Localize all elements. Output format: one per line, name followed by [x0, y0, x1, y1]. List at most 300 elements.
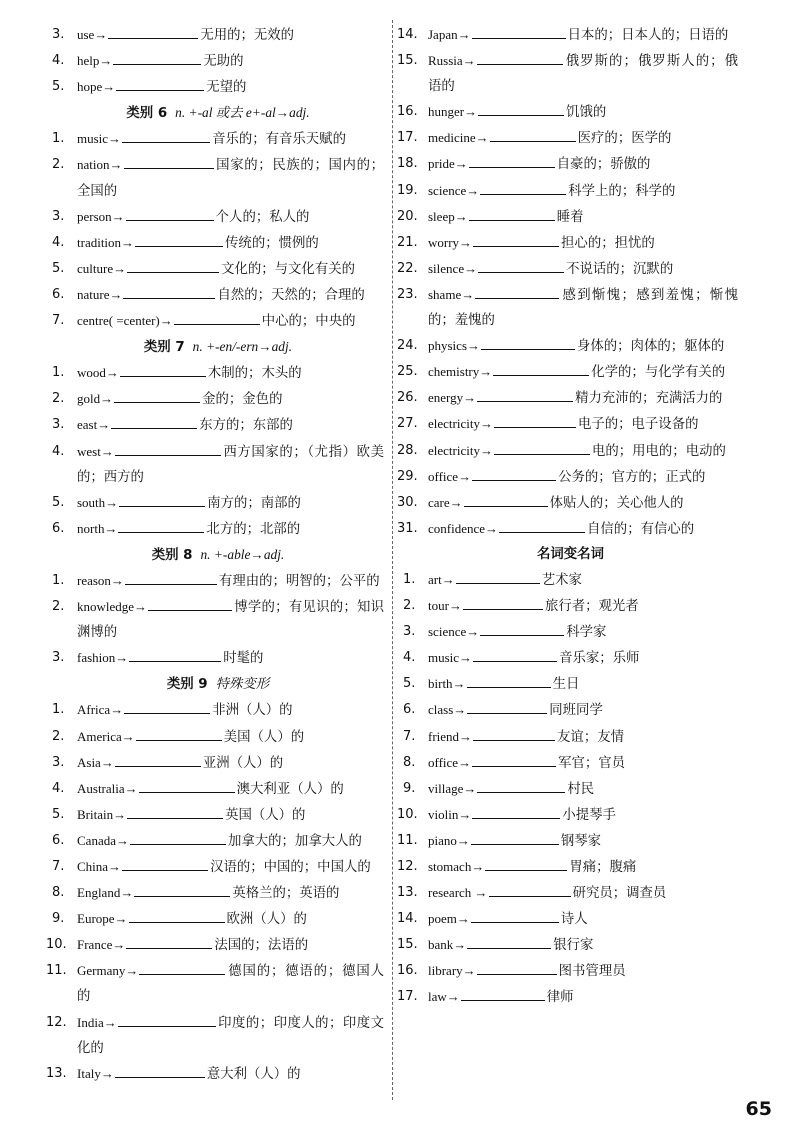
- meaning-text: 加拿大的；加拿大人的: [227, 833, 362, 849]
- entry-number: 19.: [397, 182, 418, 198]
- meaning-text: 胃痛；腹痛: [569, 860, 637, 875]
- base-word: Asia→: [77, 754, 114, 770]
- answer-blank[interactable]: [115, 752, 201, 767]
- meaning-text: 身体的；肉体的；躯体的: [577, 339, 725, 355]
- entry-number: 27.: [397, 416, 418, 432]
- vocab-entry: [397, 385, 738, 411]
- answer-blank[interactable]: [120, 362, 206, 377]
- vocab-entry: [397, 230, 738, 256]
- entry-number: 9.: [52, 911, 65, 927]
- section-rule: n. +-en/-ern→adj.: [192, 339, 293, 355]
- answer-blank[interactable]: [494, 413, 576, 428]
- vocab-entry: [52, 645, 384, 671]
- answer-blank[interactable]: [480, 621, 564, 636]
- base-word: office→: [428, 468, 472, 484]
- entry-number: 14.: [397, 911, 418, 927]
- meaning-text: 博学的；有见识的；知识渊博的: [77, 600, 384, 641]
- answer-blank[interactable]: [139, 960, 225, 975]
- answer-blank[interactable]: [125, 570, 217, 585]
- answer-blank[interactable]: [478, 101, 564, 116]
- entry-number: 4.: [52, 780, 65, 796]
- entry-number: 3.: [52, 208, 65, 224]
- entry-number: 20.: [397, 208, 418, 224]
- meaning-text: 美国（人）的: [223, 729, 305, 745]
- base-word: medicine→: [428, 130, 489, 146]
- base-word: use→: [77, 27, 108, 42]
- base-word: gold→: [77, 391, 114, 407]
- entry-number: 16.: [397, 104, 418, 120]
- answer-blank[interactable]: [123, 284, 215, 299]
- entry-number: 6.: [52, 286, 65, 302]
- answer-blank[interactable]: [471, 830, 559, 845]
- base-word: reason→: [77, 572, 124, 588]
- base-word: pride→: [428, 156, 468, 172]
- answer-blank[interactable]: [478, 258, 564, 273]
- meaning-text: 北方的；北部的: [206, 521, 301, 537]
- base-word: chemistry→: [428, 364, 493, 380]
- entry-number: 2.: [52, 728, 65, 744]
- meaning-text: 文化的；与文化有关的: [221, 261, 355, 277]
- entry-number: 26.: [397, 390, 418, 406]
- answer-blank[interactable]: [467, 699, 547, 714]
- answer-blank[interactable]: [129, 908, 225, 923]
- meaning-text: 东方的；东部的: [199, 418, 293, 434]
- entry-number: 18.: [397, 156, 418, 172]
- answer-blank[interactable]: [477, 387, 573, 402]
- vocab-entry: [52, 828, 384, 854]
- answer-blank[interactable]: [119, 492, 205, 507]
- meaning-text: 中心的；中央的: [261, 314, 356, 330]
- base-word: Japan→: [428, 27, 471, 42]
- vocab-entry: [52, 490, 384, 516]
- vocab-entry: [52, 230, 384, 256]
- vocab-entry: [397, 204, 738, 230]
- entry-number: 13.: [397, 885, 418, 901]
- base-word: wood→: [77, 365, 119, 381]
- meaning-text: 担心的；担忧的: [561, 235, 655, 251]
- answer-blank[interactable]: [461, 986, 545, 1001]
- vocab-entry: [403, 593, 738, 619]
- meaning-text: 精力充沛的；充满活力的: [575, 391, 723, 407]
- vocab-entry: [397, 282, 738, 333]
- entry-number: 7.: [403, 728, 416, 744]
- vocab-entry: [397, 99, 738, 125]
- answer-blank[interactable]: [139, 778, 235, 793]
- base-word: China→: [77, 859, 122, 874]
- meaning-text: 自然的；天然的；合理的: [217, 287, 365, 303]
- entry-number: 6.: [52, 520, 65, 536]
- vocab-entry: [397, 932, 738, 958]
- meaning-text: 军官；官员: [558, 755, 626, 771]
- base-word: help→: [77, 53, 113, 69]
- answer-blank[interactable]: [473, 232, 559, 247]
- base-word: violin→: [428, 806, 472, 822]
- vocab-entry: [52, 74, 384, 100]
- meaning-text: 俄罗斯的；俄罗斯人的；俄语的: [428, 54, 738, 95]
- meaning-text: 音乐家；乐师: [559, 651, 640, 667]
- meaning-text: 金的；金色的: [202, 392, 283, 408]
- vocab-entry: [397, 516, 738, 542]
- meaning-text: 诗人: [560, 912, 588, 928]
- answer-blank[interactable]: [493, 361, 589, 376]
- entry-number: 15.: [397, 53, 418, 69]
- entry-number: 8.: [403, 754, 416, 770]
- entry-number: 7.: [52, 859, 65, 874]
- entry-number: 5.: [52, 806, 65, 822]
- entry-number: 2.: [52, 157, 65, 173]
- right-column: [397, 22, 738, 1011]
- base-word: art→: [428, 571, 455, 587]
- meaning-text: 不说话的；沉默的: [566, 261, 674, 277]
- answer-blank[interactable]: [499, 518, 585, 533]
- vocab-entry: [52, 256, 384, 282]
- answer-blank[interactable]: [129, 647, 221, 662]
- vocab-entry: [52, 802, 384, 828]
- answer-blank[interactable]: [130, 830, 226, 845]
- vocab-entry: [52, 204, 384, 230]
- answer-blank[interactable]: [113, 50, 201, 65]
- entry-number: 16.: [397, 963, 418, 979]
- meaning-text: 欧洲（人）的: [226, 912, 307, 928]
- vocab-entry: [403, 671, 738, 697]
- meaning-text: 同班同学: [549, 703, 603, 719]
- answer-blank[interactable]: [124, 699, 210, 714]
- vocab-entry: [52, 282, 384, 308]
- meaning-text: 睡着: [556, 209, 584, 225]
- entry-number: 22.: [397, 260, 418, 276]
- answer-blank[interactable]: [127, 804, 223, 819]
- answer-blank[interactable]: [477, 778, 565, 793]
- answer-blank[interactable]: [473, 726, 555, 741]
- meaning-text: 饥饿的: [566, 105, 607, 121]
- entry-number: 17.: [397, 989, 418, 1005]
- vocab-entry: [52, 880, 384, 906]
- entry-number: 3.: [52, 650, 65, 666]
- base-word: tradition→: [77, 234, 135, 250]
- vocab-entry: [397, 854, 738, 880]
- answer-blank[interactable]: [472, 24, 566, 39]
- meaning-text: 电的；用电的；电动的: [591, 443, 726, 459]
- answer-blank[interactable]: [136, 726, 222, 741]
- entry-number: 3.: [403, 624, 416, 640]
- section-label: 类别 7: [143, 340, 185, 356]
- answer-blank[interactable]: [481, 335, 575, 350]
- entry-number: 5.: [52, 79, 65, 95]
- base-word: hope→: [77, 79, 116, 95]
- section-rule: 特殊变形: [215, 676, 270, 692]
- section-label: 类别 9: [166, 677, 208, 693]
- meaning-text: 英国（人）的: [225, 807, 306, 823]
- meaning-text: 科学上的；科学的: [568, 183, 676, 199]
- meaning-text: 感到惭愧；感到羞愧；惭愧的；羞愧的: [428, 287, 738, 329]
- meaning-text: 非洲（人）的: [212, 703, 293, 719]
- answer-blank[interactable]: [490, 127, 576, 142]
- vocab-entry: [52, 360, 384, 386]
- base-word: energy→: [428, 390, 477, 406]
- meaning-text: 医疗的；医学的: [577, 131, 672, 147]
- entry-number: 2.: [52, 391, 65, 407]
- answer-blank[interactable]: [469, 206, 555, 221]
- vocab-entry: [403, 619, 738, 645]
- vocab-entry: [403, 697, 738, 723]
- vocab-entry: [397, 958, 738, 984]
- answer-blank[interactable]: [111, 414, 197, 429]
- answer-blank[interactable]: [122, 856, 208, 871]
- base-word: stomach→: [428, 859, 485, 874]
- base-word: care→: [428, 494, 463, 510]
- answer-blank[interactable]: [122, 128, 210, 143]
- meaning-text: 传统的；惯例的: [225, 235, 319, 251]
- meaning-text: 银行家: [553, 938, 594, 954]
- answer-blank[interactable]: [494, 440, 590, 455]
- entry-number: 1.: [52, 365, 65, 381]
- vocab-entry: [52, 854, 384, 880]
- answer-blank[interactable]: [115, 1063, 205, 1078]
- entry-number: 9.: [403, 780, 416, 796]
- base-word: research →: [428, 885, 488, 901]
- section-rule: n. +-able→adj.: [200, 546, 285, 562]
- meaning-text: 自豪的；骄傲的: [556, 157, 651, 173]
- answer-blank[interactable]: [472, 752, 556, 767]
- entry-number: 10.: [46, 937, 67, 953]
- vocab-entry: [397, 333, 738, 359]
- base-word: culture→: [77, 260, 127, 276]
- answer-blank[interactable]: [475, 284, 559, 299]
- meaning-text: 无助的: [203, 54, 244, 70]
- base-word: bank→: [428, 937, 467, 953]
- vocab-entry: [403, 645, 738, 671]
- entry-number: 13.: [46, 1065, 67, 1081]
- base-word: north→: [77, 520, 118, 536]
- meaning-text: 法国的；法语的: [214, 938, 309, 954]
- base-word: fashion→: [77, 650, 129, 666]
- section-rule: n. +-al 或去 e+-al→adj.: [175, 105, 310, 121]
- entry-number: 15.: [397, 937, 418, 953]
- base-word: east→: [77, 417, 111, 433]
- base-word: England→: [77, 885, 134, 901]
- vocab-entry: [397, 359, 738, 385]
- answer-blank[interactable]: [115, 441, 221, 456]
- entry-number: 6.: [52, 832, 65, 848]
- vocab-entry: [52, 776, 384, 802]
- base-word: worry→: [428, 234, 473, 250]
- answer-blank[interactable]: [489, 882, 571, 897]
- answer-blank[interactable]: [471, 908, 559, 923]
- section-heading: [52, 542, 384, 568]
- meaning-text: 科学家: [566, 625, 607, 641]
- answer-blank[interactable]: [485, 856, 567, 871]
- answer-blank[interactable]: [480, 180, 566, 195]
- base-word: nation→: [77, 157, 123, 173]
- meaning-text: 日本的；日本人的；日语的: [567, 28, 729, 43]
- base-word: America→: [77, 728, 135, 744]
- vocab-entry: [403, 567, 738, 593]
- base-word: sleep→: [428, 208, 468, 224]
- section-heading: [403, 542, 738, 567]
- answer-blank[interactable]: [126, 934, 212, 949]
- answer-blank[interactable]: [464, 492, 548, 507]
- meaning-text: 无望的: [206, 80, 247, 96]
- base-word: birth→: [428, 676, 466, 692]
- meaning-text: 旅行者；观光者: [544, 599, 639, 615]
- base-word: office→: [428, 754, 472, 770]
- base-word: hunger→: [428, 104, 478, 120]
- entry-number: 2.: [52, 599, 65, 615]
- meaning-text: 国家的；民族的；国内的；全国的: [77, 158, 384, 199]
- meaning-text: 钢琴家: [560, 833, 602, 849]
- answer-blank[interactable]: [127, 258, 219, 273]
- vocab-entry: [52, 126, 384, 152]
- base-word: France→: [77, 937, 126, 953]
- vocab-entry: [397, 411, 738, 437]
- base-word: person→: [77, 208, 125, 224]
- vocab-entry: [52, 568, 384, 594]
- vocab-entry: [397, 828, 738, 854]
- answer-blank[interactable]: [148, 596, 232, 611]
- answer-blank[interactable]: [126, 206, 214, 221]
- meaning-text: 木制的；木头的: [207, 366, 302, 382]
- vocab-entry: [52, 724, 384, 750]
- meaning-text: 意大利（人）的: [206, 1066, 301, 1082]
- answer-blank[interactable]: [467, 673, 551, 688]
- vocab-entry: [397, 802, 738, 828]
- vocab-entry: [397, 464, 738, 490]
- answer-blank[interactable]: [477, 50, 563, 65]
- meaning-text: 印度的；印度人的；印度文化的: [77, 1015, 384, 1056]
- meaning-text: 化学的；与化学有关的: [591, 365, 726, 381]
- meaning-text: 西方国家的；（尤指）欧美的；西方的: [77, 444, 384, 485]
- meaning-text: 德国的；德语的；德国人的: [77, 964, 384, 1005]
- entry-number: 29.: [397, 468, 418, 484]
- base-word: Germany→: [77, 963, 139, 979]
- answer-blank[interactable]: [114, 388, 200, 403]
- meaning-text: 生日: [552, 677, 580, 693]
- vocab-entry: [52, 48, 384, 74]
- section-heading: [52, 334, 384, 360]
- vocab-entry: [52, 906, 384, 932]
- meaning-text: 汉语的；中国的；中国人的: [210, 860, 371, 875]
- vocab-entry: [46, 958, 384, 1009]
- entry-number: 17.: [397, 130, 418, 146]
- answer-blank[interactable]: [116, 76, 204, 91]
- base-word: friend→: [428, 728, 473, 744]
- answer-blank[interactable]: [118, 518, 204, 533]
- meaning-text: 无用的；无效的: [200, 28, 295, 43]
- answer-blank[interactable]: [473, 647, 557, 662]
- meaning-text: 电子的；电子设备的: [577, 417, 699, 433]
- answer-blank[interactable]: [469, 153, 555, 168]
- entry-number: 11.: [46, 963, 67, 979]
- entry-number: 4.: [403, 650, 416, 666]
- base-word: science→: [428, 624, 480, 640]
- section-label: 名词变名词: [537, 546, 604, 562]
- entry-number: 30.: [397, 494, 418, 510]
- meaning-text: 艺术家: [541, 572, 582, 588]
- answer-blank[interactable]: [477, 960, 557, 975]
- vocab-entry: [397, 256, 738, 282]
- vocab-entry: [52, 22, 384, 48]
- vocab-entry: [397, 151, 738, 177]
- entry-number: 5.: [52, 494, 65, 510]
- answer-blank[interactable]: [463, 595, 543, 610]
- left-column: [46, 22, 384, 1087]
- entry-number: 25.: [397, 364, 418, 380]
- base-word: library→: [428, 963, 476, 979]
- entry-number: 31.: [397, 520, 418, 536]
- vocab-entry: [397, 906, 738, 932]
- vocab-entry: [397, 48, 738, 99]
- answer-blank[interactable]: [467, 934, 551, 949]
- vocab-entry: [397, 490, 738, 516]
- answer-blank[interactable]: [118, 1012, 216, 1027]
- answer-blank[interactable]: [456, 569, 540, 584]
- base-word: music→: [428, 650, 473, 666]
- answer-blank[interactable]: [134, 882, 230, 897]
- base-word: shame→: [428, 286, 475, 302]
- base-word: law→: [428, 989, 460, 1005]
- answer-blank[interactable]: [174, 310, 260, 325]
- base-word: Europe→: [77, 911, 128, 927]
- answer-blank[interactable]: [124, 154, 214, 169]
- base-word: Australia→: [77, 780, 138, 796]
- entry-number: 14.: [397, 27, 418, 42]
- base-word: confidence→: [428, 520, 499, 536]
- entry-number: 6.: [403, 702, 416, 718]
- vocab-entry: [52, 412, 384, 438]
- base-word: Italy→: [77, 1065, 114, 1081]
- entry-number: 4.: [52, 234, 65, 250]
- base-word: centre( =center)→: [77, 313, 173, 329]
- section-label: 类别 6: [126, 106, 168, 122]
- meaning-text: 村民: [567, 781, 595, 797]
- base-word: knowledge→: [77, 599, 148, 615]
- answer-blank[interactable]: [135, 232, 223, 247]
- vocab-entry: [52, 750, 384, 776]
- vocab-entry: [46, 1061, 384, 1087]
- base-word: music→: [77, 131, 122, 147]
- vocab-entry: [397, 22, 738, 48]
- entry-number: 24.: [397, 338, 418, 354]
- base-word: piano→: [428, 832, 470, 848]
- section-heading: [52, 100, 384, 126]
- vocab-entry: [52, 594, 384, 645]
- entry-number: 28.: [397, 442, 418, 458]
- answer-blank[interactable]: [108, 24, 198, 39]
- answer-blank[interactable]: [472, 804, 560, 819]
- vocab-entry: [397, 438, 738, 464]
- meaning-text: 律师: [546, 990, 574, 1006]
- entry-number: 1.: [52, 572, 65, 588]
- entry-number: 3.: [52, 27, 65, 42]
- base-word: south→: [77, 494, 119, 510]
- base-word: silence→: [428, 260, 478, 276]
- entry-number: 3.: [52, 417, 65, 433]
- vocab-entry: [46, 932, 384, 958]
- vocab-entry: [52, 308, 384, 334]
- meaning-text: 音乐的；有音乐天赋的: [212, 132, 346, 148]
- entry-number: 7.: [52, 313, 65, 329]
- meaning-text: 小提琴手: [562, 807, 616, 823]
- base-word: class→: [428, 702, 467, 718]
- vocab-entry: [397, 178, 738, 204]
- vocab-entry: [52, 697, 384, 723]
- entry-number: 1.: [403, 571, 416, 587]
- column-divider: [392, 20, 393, 1100]
- meaning-text: 自信的；有信心的: [587, 521, 695, 537]
- base-word: science→: [428, 182, 480, 198]
- vocab-entry: [46, 1010, 384, 1061]
- answer-blank[interactable]: [472, 466, 556, 481]
